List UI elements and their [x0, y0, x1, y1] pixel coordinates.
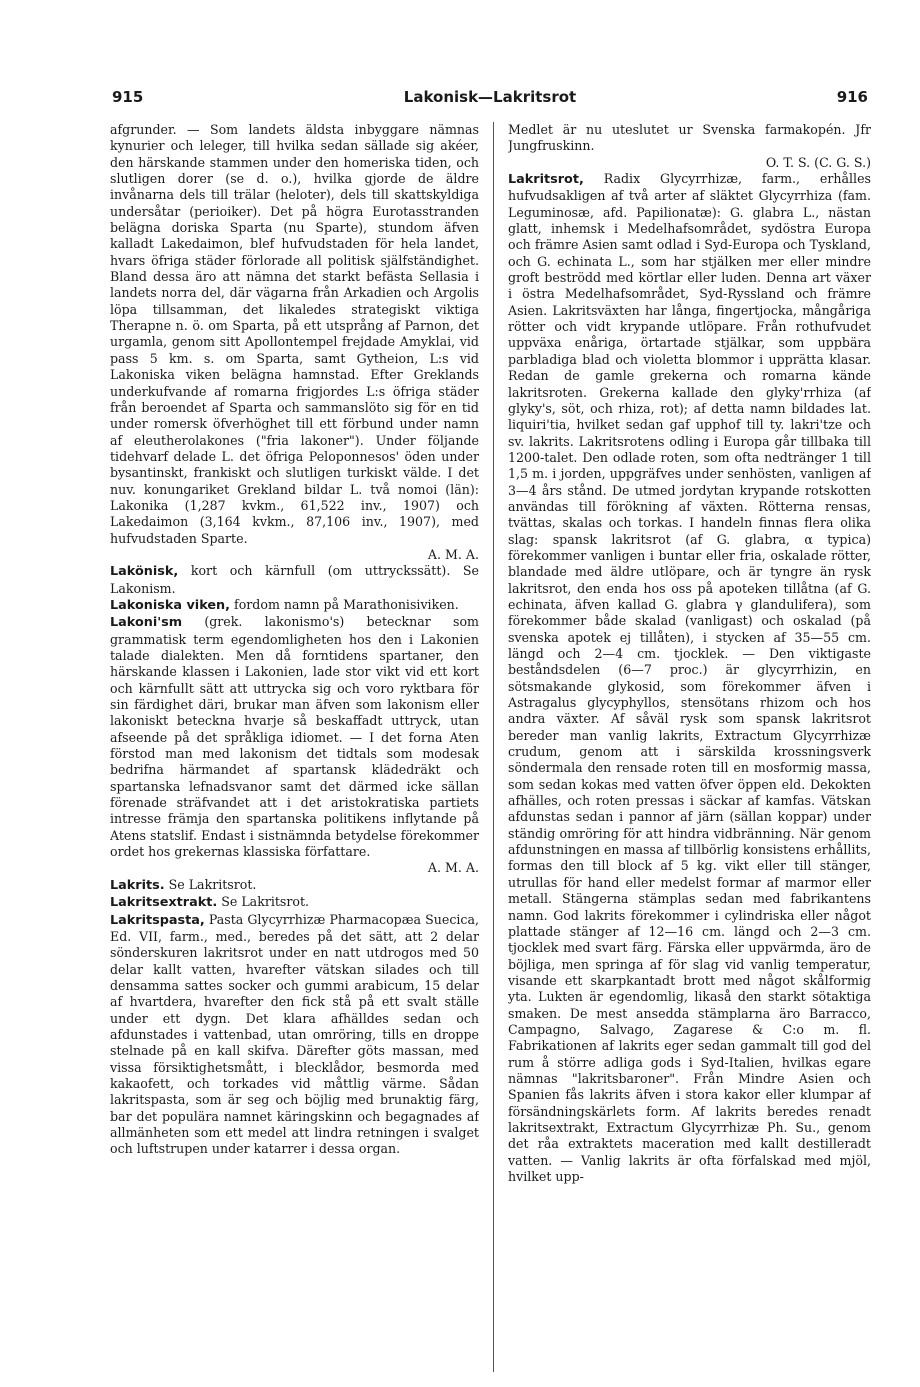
left-page-number: 915	[112, 88, 144, 106]
entry-text: (grek. lakonismo's) betecknar som grammatisk term egendomligheten hos den i Lakonien talade dialekten. Men då forntidens spartaner, den härskande klassen i Lakonien, lade stor vikt vid ett kort och kärnfullt sätt att uttrycka sig och voro ryktbara för sin färdighet däri, brukar man äfven som lakonism eller lakoniskt beteckna hvarje så beskaffadt uttryck, utan afseende på det språkliga idiomet. — I det forna Aten förstod man med lakonism det tidtals som modesak bedrifna härmandet af spartansk klädedräkt och spartanska lefnadsvanor samt det därmed icke sällan förenade sträfvandet att i det aristokratiska partiets intresse främja den spartanska politikens inflytande på Atens statslif. Endast i sistnämnda betydelse förekommer ordet hos grekernas klassiska författare.	[110, 614, 479, 860]
entry-headword: Lakoni'sm	[110, 615, 183, 631]
entry-lakritspasta	[110, 912, 479, 1158]
entry-text: Se Lakritsrot.	[168, 876, 257, 892]
entry-lakonisk	[110, 563, 479, 597]
entry-headword: Lakoniska viken,	[110, 597, 231, 613]
running-title: Lakonisk—Lakritsrot	[403, 88, 577, 106]
entry-lakonism	[110, 614, 479, 877]
entry-lakritsrot	[508, 171, 871, 1185]
entry-text: Se Lakritsrot.	[221, 894, 310, 910]
entry-headword: Lakrits.	[110, 877, 165, 893]
entry-lakritsextrakt	[110, 894, 479, 911]
entry-text: fordom namn på Marathonisiviken.	[234, 596, 459, 612]
entry-text: kort och kärnfull (om uttryckssätt). Se Lakonism.	[110, 563, 479, 596]
entry-lakonien-continued	[110, 122, 479, 563]
page-header	[112, 88, 868, 110]
entry-headword: Lakritsrot,	[508, 172, 584, 188]
entry-lakritspasta-continued	[508, 122, 871, 171]
entry-headword: Lakönisk,	[110, 564, 179, 580]
entry-text: Radix Glycyrrhizæ, farm., erhålles hufvudsakligen af två arter af släktet Glycyrrhiza (fam. Leguminosæ, afd. Papilionatæ): G. glabra L., nästan glatt, inhemsk i Medelhafsområdet, sydöstra Europa och främre Asien samt odlad i Syd-Europa och Tyskland, och G. echinata L., som har stjälken mer eller mindre groft beströdd med körtlar eller luden. Denna art växer i östra Medelhafsområdet, Syd-Ryssland och främre Asien. Lakritsväxten har långa, fingertjocka, mångåriga rötter och vidt krypande utlöpare. Från rothufvudet uppväxa enåriga, örtartade stjälkar, som uppbära parbladiga blad och violetta blommor i upprätta klasar. Redan de gamle grekerna och romarna kände lakritsroten. Grekerna kallade den glyky'rrhiza (af glyky's, söt, och rhiza, rot); af detta namn bildades lat. liquiri'tia, hvilket sedan gaf upphof till ty. lakri'tze och sv. lakrits. Lakritsrotens odling i Europa går tillbaka till 1200-talet. Den odlade roten, som ofta nedtränger 1 till 1,5 m. i jorden, uppgräfves under senhösten, vanligen af 3—4 års stånd. De utmed jordytan krypande rotskotten användas till förökning af växten. Rötterna rensas, tvättas, skalas och torkas. I handeln finnas flera olika slag: spansk lakritsrot (af G. glabra, α typica) förekommer vanligen i buntar eller fria, oskalade rötter, blandade med äldre utlöpare, och är tyngre än rysk lakritsrot, den enda hos oss på apoteken tillåtna (af G. echinata, äfven kallad G. glabra γ glandulifera), som förekommer både skalad (vanligast) och oskalad (på svenska apotek ej tillåten), i stycken af 35—55 cm. längd och 2—4 cm. tjocklek. — Den viktigaste beståndsdelen (6—7 proc.) är glycyrrhizin, en sötsmakande glykosid, som förekommer äfven i Astragalus glycyphyllos, stensötans rhizom och hos andra växter. Af såväl rysk som spansk lakritsrot bereder man vanlig lakrits, Extractum Glycyrrhizæ crudum, genom att i särskilda krossningsverk söndermala den rensade roten till en mosformig massa, som sedan kokas med vatten öfver öppen eld. Dekokten afhälles, och roten pressas i säckar af kamfas. Vätskan afdunstas sedan i pannor af järn (sällan koppar) under ständig omröring för att hindra vidbränning. När genom afdunstningen en massa af tillbörlig konsistens erhållits, formas den till block af 5 kg. vikt eller till stänger, utrullas för hand eller medelst formar af marmor eller metall. Stängerna stämplas sedan med fabrikantens namn. God lakrits förekommer i cylindriska eller något plattade stänger af 12—16 cm. längd och 2—3 cm. tjocklek med svart färg. Färska eller uppvärmda, äro de böjliga, men springa af för slag vid vanlig temperatur, visande ett skarpkantadt brott med något skålformig yta. Lukten är egendomlig, likaså den starkt sötaktiga smaken. De mest ansedda stämplarna äro Barracco, Campagno, Salvago, Zagarese & C:o m. fl. Fabrikationen af lakrits eger sedan gammalt till god del rum å större adliga gods i Syd-Italien, hvilkas egare nämnas "lakritsbaroner". Från Mindre Asien och Spanien fås lakrits äfven i stora kakor eller klumpar af försändningskärlets form. Af lakrits beredes renadt lakritsextrakt, Extractum Glycyrrhizæ Ph. Su., genom det råa extraktets maceration med kallt destilleradt vatten. — Vanlig lakrits är ofta förfalskad med mjöl, hvilket upp-	[508, 171, 871, 1184]
entry-signature: O. T. S. (C. G. S.)	[765, 154, 871, 170]
entry-signature: A. M. A.	[427, 860, 479, 876]
left-column	[110, 122, 479, 1372]
entry-lakrits	[110, 877, 479, 894]
entry-headword: Lakritspasta,	[110, 912, 205, 928]
entry-text: afgrunder. — Som landets äldsta inbyggare nämnas kynurier och leleger, till hvilka sedan sällade sig akéer, den härskande stammen under den homeriska tiden, och slutligen dorer (se d. o.), hvilka gjorde de äldre invånarna dels till trälar (heloter), dels till skattskyldiga undersåtar (perioiker). Det på högra Eurotasstranden belägna doriska Sparta (nu Sparte), stundom äfven kalladt Lakedaimon, blef hufvudstaden för hela landet, hvars öfriga städer förlorade all politisk själfständighet. Bland dessa äro att nämna det starkt befästa Sellasia i landets norra del, där vägarna från Arkadien och Argolis löpa tillsamman, det likaledes strategiskt viktiga Therapne n. ö. om Sparta, på ett utsprång af Parnon, det urgamla, genom sitt Apollontempel frejdade Amyklai, vid pass 5 km. s. om Sparta, samt Gytheion, L:s vid Lakoniska viken belägna hamnstad. Efter Greklands underkufvande af romarna frigjordes L:s öfriga städer från beroendet af Sparta och sammanslöto sig för en tid under romersk öfverhöghet till ett förbund under namn af eleutherolakones ("fria lakoner"). Under följande tidehvarf delade L. det öfriga Peloponnesos' öden under bysantinskt, frankiskt och slutligen turkiskt välde. I det nuv. konungariket Grekland bildar L. två nomoi (län): Lakonika (1,287 kvkm., 61,522 inv., 1907) och Lakedaimon (3,164 kvkm., 87,106 inv., 1907), med hufvudstaden Sparte.	[110, 122, 479, 546]
entry-text: Medlet är nu uteslutet ur Svenska farmakopén. Jfr Jungfruskinn.	[508, 122, 871, 154]
right-column	[508, 122, 871, 1372]
entry-signature: A. M. A.	[427, 546, 479, 562]
entry-lakoniska-viken	[110, 597, 479, 614]
entry-headword: Lakritsextrakt.	[110, 895, 218, 911]
right-page-number: 916	[836, 88, 868, 106]
entry-text: Pasta Glycyrrhizæ Pharmacopæa Suecica, Ed. VII, farm., med., beredes på det sätt, att 2 delar sönderskuren lakritsrot under en natt utdrogos med 50 delar kallt vatten, hvarefter vätskan silades och till densamma sattes socker och gummi arabicum, 15 delar af hvartdera, hvarefter den fick stå på ett svalt ställe under ett dygn. Det klara afhälldes sedan och afdunstades i vattenbad, utan omröring, tills en droppe stelnade på en kall skifva. Därefter göts massan, med vissa försiktighetsmått, i blecklådor, besmorda med kakaofett, och torkades vid måttlig värme. Sådan lakritspasta, som är seg och böjlig med brunaktig färg, bar det populära namnet käringskinn och begagnades af allmänheten som ett medel att lindra retningen i svalget och luftstrupen under katarrer i dessa organ.	[110, 911, 479, 1157]
column-divider	[493, 122, 494, 1372]
